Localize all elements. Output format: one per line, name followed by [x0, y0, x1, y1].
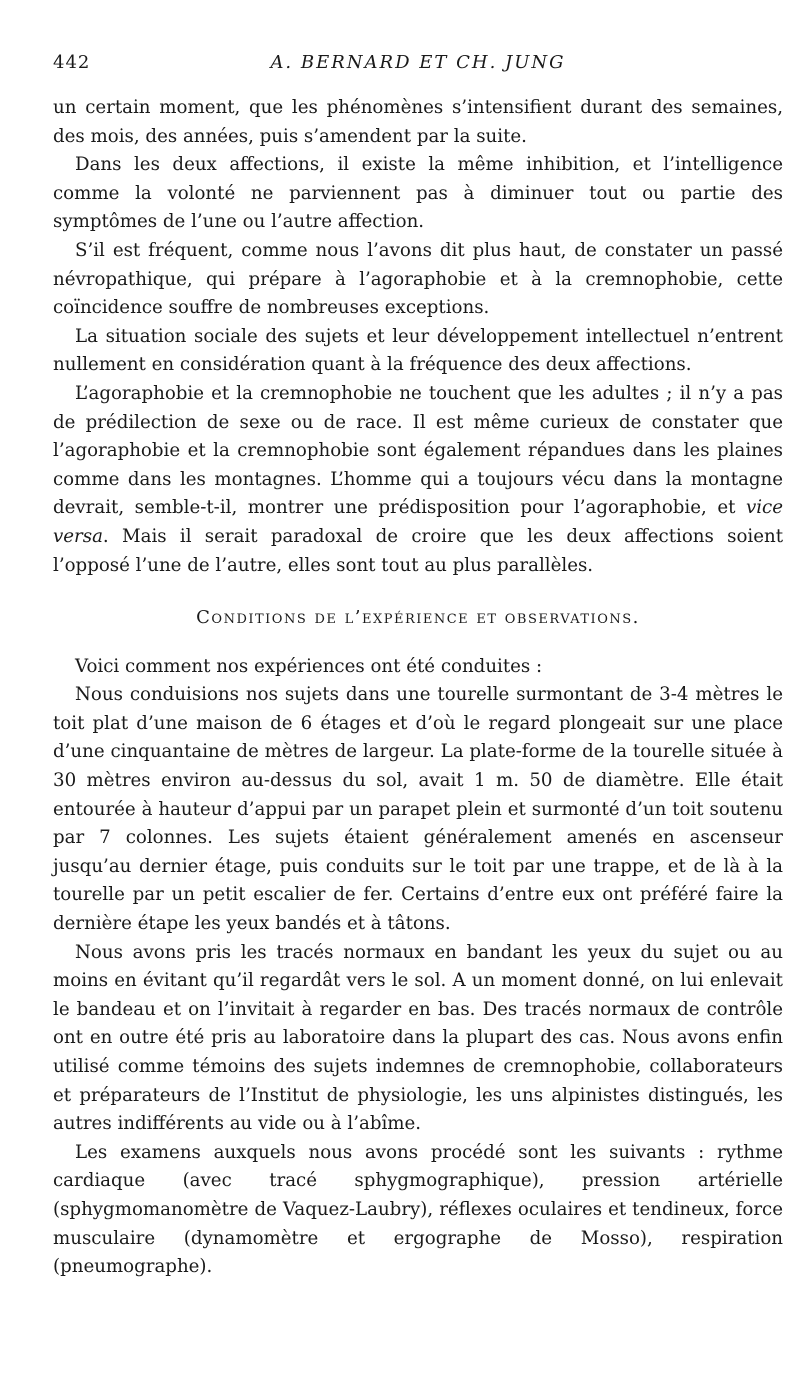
paragraph: La situation sociale des sujets et leur développement intellectuel n’entrent nullement en considération quant à la fréquence des deux affections.: [53, 325, 783, 376]
page: [53, 52, 783, 1282]
paragraph-text: . Mais il serait paradoxal de croire que les deux affections soient l’opposé l’une de l’autre, elles sont tout au plus parallèles.: [53, 525, 783, 576]
page-header: [53, 52, 783, 82]
paragraph: Nous conduisions nos sujets dans une tourelle surmontant de 3-4 mètres le toit plat d’une maison de 6 étages et d’où le regard plongeait sur une place d’une cinquantaine de mètres de largeur. La plate-forme de la tourelle située à 30 mètres environ au-dessus du sol, avait 1 m. 50 de diamètre. Elle était entourée à hauteur d’appui par un parapet plein et surmonté d’un toit soutenu par 7 colonnes. Les sujets étaient généralement amenés en ascenseur jusqu’au dernier étage, puis conduits sur le toit par une trappe, et de là à la tourelle par un petit escalier de fer. Certains d’entre eux ont préféré faire la dernière étape les yeux bandés et à tâtons.: [53, 684, 783, 935]
section-heading: Conditions de l’expérience et observations.: [196, 607, 640, 629]
paragraph: S’il est fréquent, comme nous l’avons dit plus haut, de constater un passé névropathique, qui prépare à l’agoraphobie et à la cremnophobie, cette coïncidence souffre de nombreuses exceptions.: [53, 239, 783, 319]
paragraph: Nous avons pris les tracés normaux en bandant les yeux du sujet ou au moins en évitant qu’il regardât vers le sol. A un moment donné, on lui enlevait le bandeau et on l’invitait à regarder en bas. Des tracés normaux de contrôle ont en outre été pris au laboratoire dans la plupart des cas. Nous avons enfin utilisé comme témoins des sujets indemnes de cremnophobie, collaborateurs et préparateurs de l’Institut de physiologie, les uns alpinistes distingués, les autres indifférents au vide ou à l’abîme.: [53, 941, 783, 1135]
page-number: 442: [53, 52, 91, 73]
paragraph: Voici comment nos expériences ont été conduites :: [75, 655, 543, 677]
paragraph-text: L’agoraphobie et la cremnophobie ne touchent que les adultes ; il n’y a pas de prédilection de sexe ou de race. Il est même curieux de constater que l’agoraphobie et la cremnophobie sont également répandues dans les plaines comme dans les montagnes. L’homme qui a toujours vécu dans la montagne devrait, semble-t-il, montrer une prédisposition pour l’agoraphobie, et: [53, 382, 783, 519]
emphasis-vice-versa: vice versa: [53, 497, 783, 547]
paragraph: Dans les deux affections, il existe la même inhibition, et l’intelligence comme la volonté ne parviennent pas à diminuer tout ou partie des symptômes de l’une ou l’autre affection.: [53, 154, 783, 233]
running-head: A. BERNARD ET CH. JUNG: [270, 52, 566, 73]
paragraph-vice-versa: [53, 380, 783, 580]
paragraph: un certain moment, que les phénomènes s’intensifient durant des semaines, des mois, des années, puis s’amendent par la suite.: [53, 97, 783, 147]
body-text: [53, 94, 783, 1282]
paragraph: Les examens auxquels nous avons procédé sont les suivants : rythme cardiaque (avec tracé sphygmographique), pression artérielle (sphygmomanomètre de Vaquez-Laubry), réflexes oculaires et tendineux, force musculaire (dynamomètre et ergographe de Mosso), respiration (pneumographe).: [53, 1141, 783, 1278]
